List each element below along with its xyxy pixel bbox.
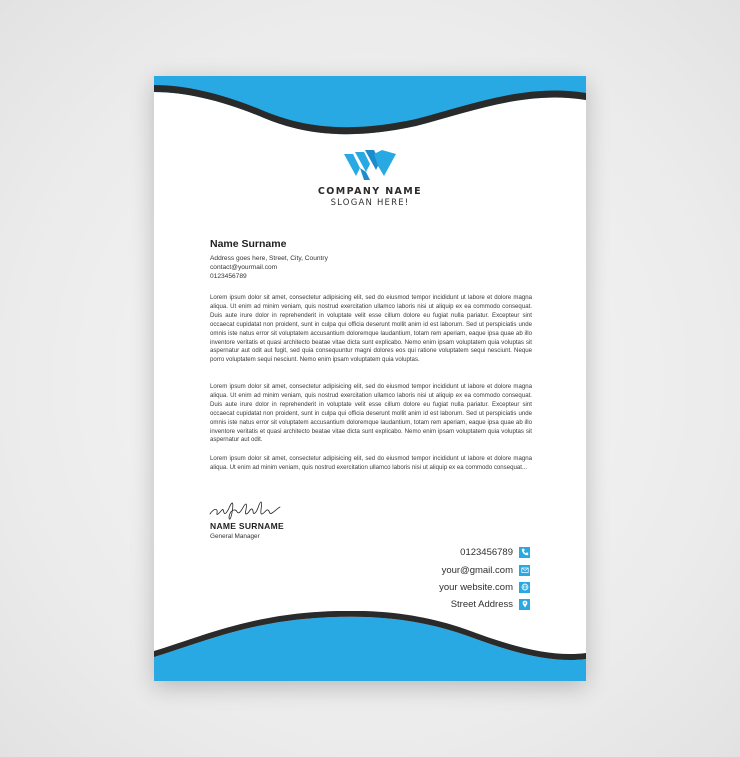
globe-icon (519, 582, 530, 593)
signatory-name: NAME SURNAME (210, 521, 284, 531)
top-wave-decoration (154, 76, 586, 146)
sender-email: contact@yourmail.com (210, 264, 278, 271)
contact-website-row (439, 581, 530, 593)
double-w-logo-icon (344, 148, 396, 180)
body-paragraph-2: Lorem ipsum dolor sit amet, consectetur adipisicing elit, sed do eiusmod tempor incididunt ut labore et dolore magna aliqua. Ut enim ad minim veniam, quis nostrud exercitation ullamco laboris nisi ut aliquip ex ea commodo consequat. Duis aute irure dolor in reprehenderit in voluptate velit esse cillum dolore eu fugiat nulla pariatur. Excepteur sint occaecat cupidatat non proident, sunt in culpa qui officia deserunt mollit anim id est laborum. Sed ut perspiciatis unde omnis iste natus error sit voluptatem accusantium doloremque laudantium, totam rem aperiam, eaque ipsa quae ab illo inventore veritatis et quasi architecto beatae vitae dicta sunt explicabo. Nemo enim ipsam voluptatem quia voluptas sit aspernatur aut odit. (210, 383, 532, 444)
contact-email: your@gmail.com (441, 564, 513, 576)
contact-address: Street Address (450, 598, 513, 610)
company-slogan: SLOGAN HERE! (330, 198, 410, 208)
location-pin-icon (519, 599, 530, 610)
sender-name: Name Surname (210, 238, 287, 250)
contact-website: your website.com (439, 581, 513, 593)
sender-address: Address goes here, Street, City, Country (210, 255, 328, 262)
letterhead-page (154, 76, 586, 681)
mail-icon (519, 565, 530, 576)
body-paragraph-1: Lorem ipsum dolor sit amet, consectetur adipisicing elit, sed do eiusmod tempor incididunt ut labore et dolore magna aliqua. Ut enim ad minim veniam, quis nostrud exercitation ullamco laboris nisi ut aliquip ex ea commodo consequat. Duis aute irure dolor in reprehenderit in voluptate velit esse cillum dolore eu fugiat nulla pariatur. Excepteur sint occaecat cupidatat non proident, sunt in culpa qui officia deserunt mollit anim id est laborum. Sed ut perspiciatis unde omnis iste natus error sit voluptatem accusantium doloremque laudantium, totam rem aperiam, eaque ipsa quae ab illo inventore veritatis et quasi architecto beatae vitae dicta sunt explicabo. Nemo enim ipsam voluptatem quia voluptas sit aspernatur aut odit aut fugit, sed quia consequuntur magni dolores eos qui ratione voluptatem sequi nesciunt. Neque porro voluptatem sequi nesciunt. Nemo enim ipsam voluptatem quia voluptas. (210, 294, 532, 364)
sender-phone: 0123456789 (210, 273, 247, 280)
contact-email-row (442, 564, 530, 576)
contact-phone-row (460, 546, 530, 558)
signatory-title: General Manager (210, 533, 260, 540)
bottom-wave-decoration (154, 611, 586, 681)
handwritten-signature-icon (208, 498, 282, 520)
contact-phone: 0123456789 (460, 546, 513, 558)
phone-icon (519, 547, 530, 558)
company-name: COMPANY NAME (317, 186, 423, 197)
body-paragraph-3: Lorem ipsum dolor sit amet, consectetur adipisicing elit, sed do eiusmod tempor incididunt ut labore et dolore magna aliqua. Ut enim ad minim veniam, quis nostrud exercitation ullamco laboris nisi ut aliquip ex ea commodo consequat... (210, 455, 532, 471)
contact-address-row (451, 598, 530, 610)
